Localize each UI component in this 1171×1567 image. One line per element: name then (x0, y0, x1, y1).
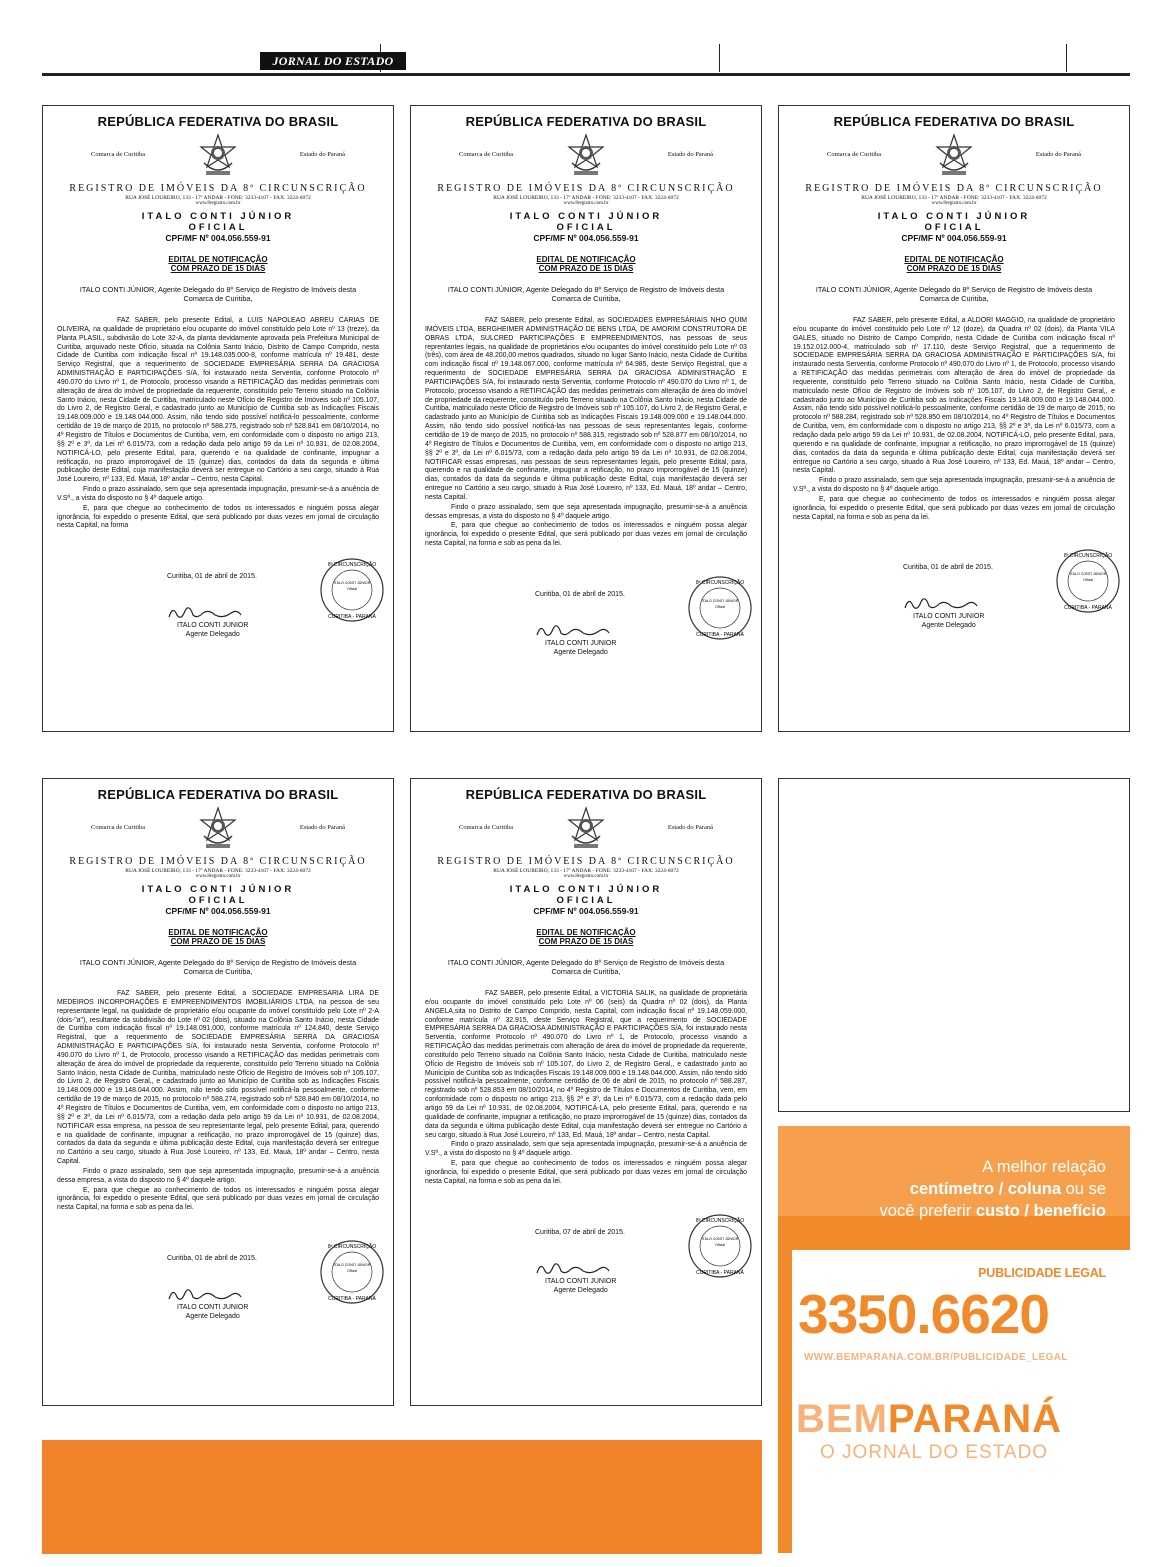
official-title: OFICIAL (188, 222, 248, 233)
ad-tagline-line (880, 1200, 1106, 1222)
registry-website: www.8registro.com.br (195, 201, 241, 206)
registry-address: RUA JOSÉ LOUREIRO, 133 - 17º ANDAR - FONE: 3233-4107 - FAX: 3224-6072 (493, 868, 679, 874)
handwritten-signature (167, 1283, 243, 1305)
seal-line-1: ITALO CONTI JÚNIOR (701, 1236, 739, 1241)
estado-label: Estado do Paraná (667, 824, 713, 831)
coat-of-arms-icon (198, 806, 238, 852)
official-title: OFICIAL (556, 895, 616, 906)
registro-heading: REGISTRO DE IMÓVEIS DA 8ª CIRCUNSCRIÇÃO (805, 183, 1103, 194)
signer-role: Agente Delegado (185, 631, 240, 639)
notice-paragraph: E, para que chegue ao conhecimento de todos os interessados e ninguém possa alegar ignorância, foi expedido o presente Edital, que será publicado por duas vezes em jornal de circulação nesta Capital, na forma e sob as pena da lei. (793, 495, 1115, 521)
ad-brand-subtitle: O JORNAL DO ESTADO (820, 1442, 1049, 1463)
edital-title-line: EDITAL DE NOTIFICAÇÃO (536, 255, 636, 264)
official-seal (687, 575, 753, 641)
edital-title-line: COM PRAZO DE 15 DIAS (906, 264, 1002, 273)
comarca-label: Comarca de Curitiba (459, 824, 514, 831)
agent-intro: ITALO CONTI JÚNIOR, Agente Delegado do 8º Serviço de Registro de Imóveis desta Comarca de Curitiba, (447, 285, 725, 303)
estado-label: Estado do Paraná (667, 151, 713, 158)
seal-bottom-text: CURITIBA - PARANÁ (328, 614, 376, 621)
seal-line-1: ITALO CONTI JÚNIOR (333, 1263, 371, 1268)
notice-paragraph: Findo o prazo assinalado, sem que seja apresentada impugnação, presumir-se-á a anuência de V.Sª., a vista do disposto no § 4º daquele artigo. (793, 477, 1115, 494)
notice-panel (778, 105, 1130, 732)
official-cpf: CPF/MF Nº 004.056.559-91 (901, 233, 1007, 243)
notice-panel (410, 778, 762, 1406)
edital-title (425, 255, 747, 273)
notice-date: Curitiba, 01 de abril de 2015. (903, 564, 993, 572)
notice-panel (410, 105, 762, 732)
official-cpf: CPF/MF Nº 004.056.559-91 (165, 233, 271, 243)
edital-title-line: COM PRAZO DE 15 DIAS (170, 937, 266, 946)
notice-body (793, 317, 1115, 522)
signer-role: Agente Delegado (921, 622, 976, 630)
seal-top-text: 8ª CIRCUNSCRIÇÃO (327, 1244, 377, 1251)
official-title: OFICIAL (556, 222, 616, 233)
notice-paragraph: Findo o prazo assinalado, sem que seja apresentada impugnação, presumir-se-á a anuência de V.Sª., a vista do disposto no § 4º daquele artigo. (425, 1141, 747, 1158)
registry-website: www.8registro.com.br (563, 201, 609, 206)
official-cpf: CPF/MF Nº 004.056.559-91 (533, 906, 639, 916)
handwritten-signature (903, 592, 979, 614)
registry-website: www.8registro.com.br (563, 874, 609, 879)
notice-paragraph: E, para que chegue ao conhecimento de todos os interessados e ninguém possa alegar ignorância, foi expedido o presente Edital, que será publicado por duas vezes em jornal de circulação nesta Capital, na forma (57, 504, 379, 530)
signer-block (545, 1277, 616, 1295)
signature-area (793, 534, 1115, 634)
notice-paragraph: FAZ SABER, pelo presente Edital, a LUIS NAPOLEAO ABREU CARIAS DE OLIVEIRA, na qualidade de proprietário e/ou ocupante do imóvel constituído pelo Lote nº 13 (treze), da Planta PLASIL, subdivisão do Lote 32-A, da planta devidamente aprovada pela Prefeitura Municipal de Curitiba, arquivado neste Ofício, situada na Colônia Santo Inácio, Distrito de Campo Comprido, nesta Cidade de Curitiba com indicação fiscal nº 19.148.035.000-8, conforme matrícula nº 19.481, deste Serviço Registral, que a requerimento de SOCIEDADE EMPRESÁRIA SERRA DA GRACIOSA ADMINISTRAÇÃO E PARTICIPAÇÕES S/A, foi instaurado nesta Serventia, conforme Protocolo nº 490.070 do Livro nº 1, de Protocolo, processo visando a RETIFICAÇÃO das medidas perimetrais com alteração de área do imóvel de propriedade da requerente, constituído pelo Terreno situado na Colônia Santo Inácio, nesta Cidade de Curitiba, matriculado neste Ofício de Registro de Imóveis sob nº 105.107, do Livro 2, de Registro Geral, e cadastrado junto ao Município de Curitiba sob as Indicações Fiscais 19.148.009.000 e 19.148.044.000. Assim, não tendo sido possível notificá-lo pessoalmente, conforme certidão de 19 de março de 2015, no protocolo nº 588.275, registrado sob nº 528.841 em 08/10/2014, no 4º Registro de Títulos e Documentos de Curitiba, vem, em conformidade com o disposto no artigo 213, §§ 2º e 3º, da Lei nº 6.015/73, com a redação dada pelo artigo 59 da Lei nº 10.931, de 02.08.2004, NOTIFICÁ-LO, pelo presente Edital, para, querendo e na qualidade de confinante, impugnar a retificação, no prazo improrrogável de 15 (quinze) dias, contados da data da segunda e última publicação deste Edital, cuja manifestação deverá ser entregue no Cartório a seu cargo, situado à Rua José Loureiro, nº 133, Ed. Mauá, 18º andar – Centro, nesta Capital. (57, 317, 379, 484)
signature-area (57, 543, 379, 643)
seal-bottom-text: CURITIBA - PARANÁ (1064, 605, 1112, 612)
notice-date: Curitiba, 01 de abril de 2015. (167, 1255, 257, 1263)
republic-heading: REPÚBLICA FEDERATIVA DO BRASIL (833, 114, 1075, 129)
notice-date: Curitiba, 07 de abril de 2015. (535, 1228, 625, 1236)
coat-of-arms-icon (198, 133, 238, 179)
notice-paragraph: E, para que chegue ao conhecimento de todos os interessados e ninguém possa alegar ignorância, foi expedido o presente Edital, que será publicado por duas vezes em jornal de circulação nesta Capital, na forma e sob as pena da lei. (57, 1186, 379, 1212)
signer-role: Agente Delegado (553, 1286, 608, 1294)
notice-body (57, 317, 379, 531)
handwritten-signature (167, 601, 243, 623)
signer-name: ITALO CONTI JUNIOR (545, 1277, 617, 1285)
registro-heading: REGISTRO DE IMÓVEIS DA 8ª CIRCUNSCRIÇÃO (69, 856, 367, 867)
official-cpf: CPF/MF Nº 004.056.559-91 (533, 233, 639, 243)
registro-heading: REGISTRO DE IMÓVEIS DA 8ª CIRCUNSCRIÇÃO (69, 183, 367, 194)
edital-title (57, 255, 379, 273)
seal-bottom-text: CURITIBA - PARANÁ (696, 631, 744, 638)
registry-address: RUA JOSÉ LOUREIRO, 133 - 17º ANDAR - FONE: 3233-4107 - FAX: 3224-6072 (125, 868, 311, 874)
notice-body (425, 990, 747, 1187)
edital-title-line: COM PRAZO DE 15 DIAS (538, 264, 634, 273)
coat-of-arms-icon (934, 133, 974, 179)
ad-publicidade-legal: PUBLICIDADE LEGAL (978, 1266, 1106, 1280)
estado-label: Estado do Paraná (299, 151, 345, 158)
notice-paragraph: Findo o prazo assinalado, sem que seja apresentada impugnação, presumir-se-á a anuência de V.Sª., a vista do disposto no § 4º daquele artigo. (57, 486, 379, 502)
signature-area (425, 561, 747, 661)
notice-paragraph: Findo o prazo assinalado, sem que seja apresentada impugnação, presumir-se-á a anuência dessa empresa, a vista do disposto no § 4º daquele artigo. (57, 1167, 379, 1184)
comarca-label: Comarca de Curitiba (91, 824, 146, 831)
signer-role: Agente Delegado (185, 1313, 240, 1321)
notice-date: Curitiba, 01 de abril de 2015. (167, 573, 257, 581)
official-title: OFICIAL (188, 895, 248, 906)
registry-address: RUA JOSÉ LOUREIRO, 133 - 17º ANDAR - FONE: 3233-4107 - FAX: 3224-6072 (861, 195, 1047, 201)
seal-line-2: Oficial (347, 587, 357, 592)
crest-row (57, 133, 379, 181)
seal-top-text: 8ª CIRCUNSCRIÇÃO (695, 1217, 745, 1224)
registro-heading: REGISTRO DE IMÓVEIS DA 8ª CIRCUNSCRIÇÃO (437, 183, 735, 194)
edital-title-line: EDITAL DE NOTIFICAÇÃO (536, 928, 636, 937)
notice-paragraph: FAZ SABER, pelo presente Edital, a VICTORIA SALIK, na qualidade de proprietária e/ou ocupante do imóvel constituído pelo Lote nº 06 (seis) da Quadra nº 02 (dois), da Planta ANGELA,sita no Distrito de Campo Comprido, nesta Capital, com indicação fiscal nº 19.148.059.000, conforme matrícula nº 32.915, deste Serviço Registral, que a requerimento de SOCIEDADE EMPRESÁRIA SERRA DA GRACIOSA ADMINISTRAÇÃO E PARTICIPAÇÕES S/A, foi instaurado nesta Serventia, conforme Protocolo nº 490.070 do Livro nº 1, de Protocolo, processo visando a RETIFICAÇÃO das medidas perimetrais com alteração de área do imóvel de propriedade da requerente, constituído pelo Terreno situado na Colônia Santo Inácio, nesta Cidade de Curitiba, matriculado neste Ofício de Registro de Imóveis sob nº 105.107, do Livro 2, de Registro Geral,, e cadastrado junto ao Município de Curitiba sob as Indicações Fiscais 19.148.009.000 e 19.148.044.000. Assim, não tendo sido possível notificá-la pessoalmente, conforme certidão de 06 de abril de 2015, no protocolo nº 588.287, registrado sob nº 528.853 em 08/10/2014, no 4º Registro de Títulos e Documentos de Curitiba, vem, em conformidade com o disposto no artigo 213, §§ 2º e 3º, da Lei nº 6.015/73, com a redação dada pelo artigo 59 da Lei nº 10.931, de 02.08.2004, NOTIFICÁ-LA, pelo presente Edital, para, querendo e na qualidade de confinante, impugnar a retificação, no prazo improrrogável de 15 (quinze) dias, contados da data da segunda e última publicação deste Edital, cuja manifestação deverá ser entregue no Cartório a seu cargo, situado à Rua José Loureiro, nº 133, Ed. Mauá, 18º andar – Centro, nesta Capital. (425, 990, 747, 1139)
crest-row (57, 806, 379, 854)
notice-paragraph: FAZ SABER, pelo presente Edital, as SOCIEDADES EMPRESÁRIAIS NHO QUIM IMÓVEIS LTDA, BERGHEIMER ADMINISTRAÇÃO DE BENS LTDA, DE AMORIM CONSTRUTORA DE OBRAS LTDA, SULCRED PARTICIPAÇÕES E EMPREENDIMENTOS, nas pessoas de seus reprentantes legais, na qualidade de proprietários e/ou ocupantes do imóvel constituído pelo Lote nº 03 (três), com área de 48.200,00 metros quadrados, situado no lugar Santo Inácio, nesta Cidade de Curitiba com indicação fiscal nº 19.148.067.000, conforme matrícula nº 64.985, deste Serviço Registral, que a requerimento de SOCIEDADE EMPRESÁRIA SERRA DA GRACIOSA ADMINISTRAÇÃO E PARTICIPAÇÕES S/A, foi instaurado nesta Serventia, conforme Protocolo nº 490.070 do Livro nº 1, de Protocolo, processo visando a RETIFICAÇÃO das medidas perimetrais com alteração de área do imóvel de propriedade da requerente, constituído pelo Terreno situado na Colônia Santo Inácio, nesta Cidade de Curitiba, matriculado neste Ofício de Registro de Imóveis sob nº 105.107, do Livro 2, de Registro Geral, e cadastrado junto ao Município de Curitiba sob as Indicações Fiscais 19.148.009.000 e 19.148.044.000. Assim, não tendo sido possível notificá-las nas pessoas de seus representantes legais, conforme certidão de 19 de março de 2015, no protocolo nº 588.315, registrado sob nº 528.877 em 08/10/2014, no 4º Registro de Títulos e Documentos de Curitiba, vem, em conformidade com o disposto no artigo 213, §§ 2º e 3º, da Lei nº 6.015/73, com a redação dada pelo artigo 59 da Lei nº 10.931, de 02.08.2004, NOTIFICAR essas empresas, nas pessoas de seus representantes legais, pelo presente Edital, para, querendo e na qualidade de confinante, impugnar a retificação, no prazo improrrogável de 15 (quinze) dias, contados da data da segunda e última publicação deste Edital, cuja manifestação deverá ser entregue no Cartório a seu cargo, situado à Rua José Loureiro, nº 133, Ed. Mauá, 18º andar – Centro, nesta Capital. (425, 317, 747, 501)
official-name: ITALO CONTI JÚNIOR (509, 211, 663, 222)
signer-name: ITALO CONTI JUNIOR (913, 613, 985, 621)
coat-of-arms-icon (566, 806, 606, 852)
notice-paragraph: E, para que chegue ao conhecimento de todos os interessados e ninguém possa alegar ignorância, foi expedido o presente Edital, que será publicado por duas vezes em jornal de circulação nesta Capital, na forma e sob as pena da lei. (425, 1160, 747, 1185)
notice-paragraph: Findo o prazo assinalado, sem que seja apresentada impugnação, presumir-se-á a anuência dessas empresas, a vista do disposto no § 4º daquele artigo. (425, 503, 747, 520)
ad-tagline-bold: centímetro / coluna (909, 1180, 1062, 1198)
signer-name: ITALO CONTI JUNIOR (545, 639, 617, 647)
seal-line-2: Oficial (715, 1242, 725, 1247)
notice-date: Curitiba, 01 de abril de 2015. (535, 590, 625, 598)
edital-title-line: COM PRAZO DE 15 DIAS (538, 937, 634, 946)
edital-title-line: COM PRAZO DE 15 DIAS (170, 264, 266, 273)
ad-tagline-text: você preferir (879, 1202, 976, 1220)
official-cpf: CPF/MF Nº 004.056.559-91 (165, 906, 271, 916)
empty-ad-slot (778, 778, 1130, 1112)
republic-heading: REPÚBLICA FEDERATIVA DO BRASIL (97, 114, 339, 129)
signer-block (177, 1303, 248, 1321)
edital-title-line: EDITAL DE NOTIFICAÇÃO (904, 255, 1004, 264)
coat-of-arms-icon (566, 133, 606, 179)
edital-title-line: EDITAL DE NOTIFICAÇÃO (168, 255, 268, 264)
agent-intro: ITALO CONTI JÚNIOR, Agente Delegado do 8º Serviço de Registro de Imóveis desta Comarca de Curitiba, (79, 958, 357, 976)
republic-heading: REPÚBLICA FEDERATIVA DO BRASIL (465, 787, 707, 802)
brand-parana: PARANÁ (887, 1397, 1063, 1441)
masthead (42, 40, 1130, 86)
registry-address: RUA JOSÉ LOUREIRO, 133 - 17º ANDAR - FONE: 3233-4107 - FAX: 3224-6072 (493, 195, 679, 201)
official-title: OFICIAL (924, 222, 984, 233)
seal-line-2: Oficial (1083, 578, 1093, 583)
signer-name: ITALO CONTI JUNIOR (177, 1304, 249, 1312)
official-name: ITALO CONTI JÚNIOR (509, 884, 663, 895)
notice-body (425, 317, 747, 549)
seal-top-text: 8ª CIRCUNSCRIÇÃO (1063, 553, 1113, 560)
estado-label: Estado do Paraná (299, 824, 345, 831)
edital-title (57, 928, 379, 946)
agent-intro: ITALO CONTI JÚNIOR, Agente Delegado do 8º Serviço de Registro de Imóveis desta Comarca de Curitiba, (79, 285, 357, 303)
newspaper-logo: JORNAL DO ESTADO (260, 52, 406, 70)
signature-area (57, 1225, 379, 1325)
ad-tagline (880, 1156, 1106, 1222)
notice-paragraph: FAZ SABER, pelo presente Edital, a SOCIEDADE EMPRESARIA LIRA DE MEDEIROS INCORPORAÇÕES E EMPREENDIMENTOS IMOBILIÁRIOS LTDA, na pessoa de seu representante legal, na qualidade de proprietário e/ou ocupante do imóvel constituído pelo Lote nº 2-A (dois-"a"), resultante da subdivisão do Lote nº 02 (dois), situado na Colônia Santo Inácio, nesta Cidade de Curitiba com indicação fiscal nº 19.148.091.000, conforme matrícula nº 124.840, deste Serviço Registral, que a requerimento de SOCIEDADE EMPRESÁRIA SERRA DA GRACIOSA ADMINISTRAÇÃO E PARTICIPAÇÕES S/A, foi instaurado nesta Serventia, conforme Protocolo nº 490.070 do Livro nº 1, de Protocolo, processo visando a RETIFICAÇÃO das medidas perimetrais com alteração de área do imóvel de propriedade da requerente, constituído pelo Terreno situado na Colônia Santo Inácio, nesta Cidade de Curitiba, matriculado neste Ofício de Registro de Imóveis sob nº 105.107, do Livro 2, de Registro Geral,, e cadastrado junto ao Município de Curitiba sob as Indicações Fiscais 19.148.009.000 e 19.148.044.000. Assim, não tendo sido possível notificá-la pessoalmente, conforme certidão de 19 de março de 2015, no protocolo nº 588.274, registrado sob nº 528.840 em 08/10/2014, no 4º Registro de Títulos e Documentos de Curitiba, vem, em conformidade com o disposto no artigo 213, §§ 2º e 3º, da Lei nº 6.015/73, com a redação dada pelo artigo 59 da Lei nº 10.931, de 02.08.2004, NOTIFICAR essa empresa, na pessoa de seu representante legal, pelo presente Edital, para, querendo e na qualidade de confinante, impugnar a retificação, no prazo improrrogável de 15 (quinze) dias, contados da data da segunda e última publicação deste Edital, cuja manifestação deverá ser entregue no Cartório a seu cargo, situado à Rua José Loureiro, nº 133, Ed. Mauá, 18º andar – Centro, nesta Capital. (57, 990, 379, 1166)
seal-line-1: ITALO CONTI JÚNIOR (701, 598, 739, 603)
masthead-rule (42, 73, 1130, 76)
ad-tagline-line (880, 1178, 1106, 1200)
official-name: ITALO CONTI JÚNIOR (141, 211, 295, 222)
notice-panel (42, 105, 394, 732)
official-seal (1055, 548, 1121, 614)
official-seal (319, 1239, 385, 1305)
agent-intro: ITALO CONTI JÚNIOR, Agente Delegado do 8º Serviço de Registro de Imóveis desta Comarca de Curitiba, (447, 958, 725, 976)
edital-title (425, 928, 747, 946)
seal-line-1: ITALO CONTI JÚNIOR (333, 581, 371, 586)
signature-area (425, 1199, 747, 1299)
registry-address: RUA JOSÉ LOUREIRO, 133 - 17º ANDAR - FONE: 3233-4107 - FAX: 3224-6072 (125, 195, 311, 201)
masthead-divider (719, 44, 720, 72)
seal-top-text: 8ª CIRCUNSCRIÇÃO (695, 579, 745, 586)
registro-heading: REGISTRO DE IMÓVEIS DA 8ª CIRCUNSCRIÇÃO (437, 856, 735, 867)
seal-line-2: Oficial (347, 1269, 357, 1274)
edital-title (793, 255, 1115, 273)
comarca-label: Comarca de Curitiba (459, 151, 514, 158)
ad-tagline-text: ou se (1061, 1180, 1106, 1198)
notice-panel (42, 778, 394, 1406)
edital-title-line: EDITAL DE NOTIFICAÇÃO (168, 928, 268, 937)
estado-label: Estado do Paraná (1035, 151, 1081, 158)
agent-intro: ITALO CONTI JÚNIOR, Agente Delegado do 8º Serviço de Registro de Imóveis desta Comarca de Curitiba, (815, 285, 1093, 303)
registry-website: www.8registro.com.br (195, 874, 241, 879)
republic-heading: REPÚBLICA FEDERATIVA DO BRASIL (465, 114, 707, 129)
crest-row (793, 133, 1115, 181)
official-name: ITALO CONTI JÚNIOR (141, 884, 295, 895)
seal-line-1: ITALO CONTI JÚNIOR (1069, 572, 1107, 577)
signer-name: ITALO CONTI JUNIOR (177, 622, 249, 630)
seal-top-text: 8ª CIRCUNSCRIÇÃO (327, 562, 377, 569)
official-name: ITALO CONTI JÚNIOR (877, 211, 1031, 222)
ad-tagline-line: A melhor relação (982, 1158, 1106, 1176)
brand-bem: BEM (796, 1397, 888, 1441)
signer-role: Agente Delegado (553, 648, 608, 656)
seal-bottom-text: CURITIBA - PARANÁ (696, 1269, 744, 1276)
signer-block (545, 639, 616, 657)
masthead-divider (1066, 44, 1067, 72)
notice-paragraph: FAZ SABER, pelo presente Edital, a ALDORI MAGGIO, na qualidade de proprietário e/ou ocupante do imóvel constituído pelo Lote nº 12 (doze), da Quadra nº 02 (dois), da Planta VILA GALES, situado no Distrito de Campo Comprido, nesta Cidade de Curitiba com indicação fiscal nº 19.152.012.000-4, matriculado sob nº 17.110, deste Serviço Registral, que a requerimento de SOCIEDADE EMPRESÁRIA SERRA DA GRACIOSA ADMINISTRAÇÃO E PARTICIPAÇÕES S/A, foi instaurado nesta Serventia, conforme Protocolo nº 490.070 do Livro nº 1, de Protocolo, processo visando a RETIFICAÇÃO das medidas perimetrais com alteração de área do imóvel de propriedade da requerente, constituído pelo Terreno situado na Colônia Santo Inácio, nesta Cidade de Curitiba, matriculado neste Ofício de Registro de Imóveis sob nº 105.107, do Livro 2, de Registro Geral,, e cadastrado junto ao Município de Curitiba sob as Indicações Fiscais 19.148.009.000 e 19.148.044.000. Assim, não tendo sido possível notificá-lo pessoalmente, conforme certidão de 19 de março de 2015, no protocolo nº 588.284, registrado sob nº 528.850 em 08/10/2014, no 4º Registro de Títulos e Documentos de Curitiba, vem, em conformidade com o disposto no artigo 213, §§ 2º e 3º, da Lei nº 6.015/73, com a redação dada pelo artigo 59 da Lei nº 10.931, de 02.08.2004, NOTIFICÁ-LO, pelo presente Edital, para, querendo e na qualidade de confinante, impugnar a retificação, no prazo improrrogável de 15 (quinze) dias, contados da data da segunda e última publicação deste Edital, cuja manifestação deverá ser entregue no Cartório a seu cargo, situado à Rua José Loureiro, nº 133, Ed. Mauá, 18º andar – Centro, nesta Capital. (793, 317, 1115, 475)
signer-block (177, 621, 248, 639)
signer-block (913, 612, 984, 630)
crest-row (425, 806, 747, 854)
republic-heading: REPÚBLICA FEDERATIVA DO BRASIL (97, 787, 339, 802)
crest-row (425, 133, 747, 181)
handwritten-signature (535, 1257, 611, 1279)
seal-bottom-text: CURITIBA - PARANÁ (328, 1296, 376, 1303)
handwritten-signature (535, 619, 611, 641)
comarca-label: Comarca de Curitiba (91, 151, 146, 158)
official-seal (319, 557, 385, 623)
comarca-label: Comarca de Curitiba (827, 151, 882, 158)
ad-tagline-bold: custo / benefício (975, 1202, 1106, 1220)
ad-phone-number[interactable]: 3350.6620 (798, 1283, 1049, 1345)
bottom-orange-band (42, 1440, 762, 1554)
seal-line-2: Oficial (715, 604, 725, 609)
ad-website-link[interactable]: WWW.BEMPARANA.COM.BR/PUBLICIDADE_LEGAL (804, 1352, 1068, 1363)
ad-brand-logo (796, 1397, 1062, 1441)
official-seal (687, 1213, 753, 1279)
notice-body (57, 990, 379, 1213)
advertisement[interactable] (778, 1126, 1130, 1553)
notice-paragraph: E, para que chegue ao conhecimento de todos os interessados e ninguém possa alegar ignorância, foi expedido o presente Edital, que será publicado por duas vezes em jornal de circulação nesta Capital, na forma e sob as pena da lei. (425, 522, 747, 548)
registry-website: www.8registro.com.br (931, 201, 977, 206)
